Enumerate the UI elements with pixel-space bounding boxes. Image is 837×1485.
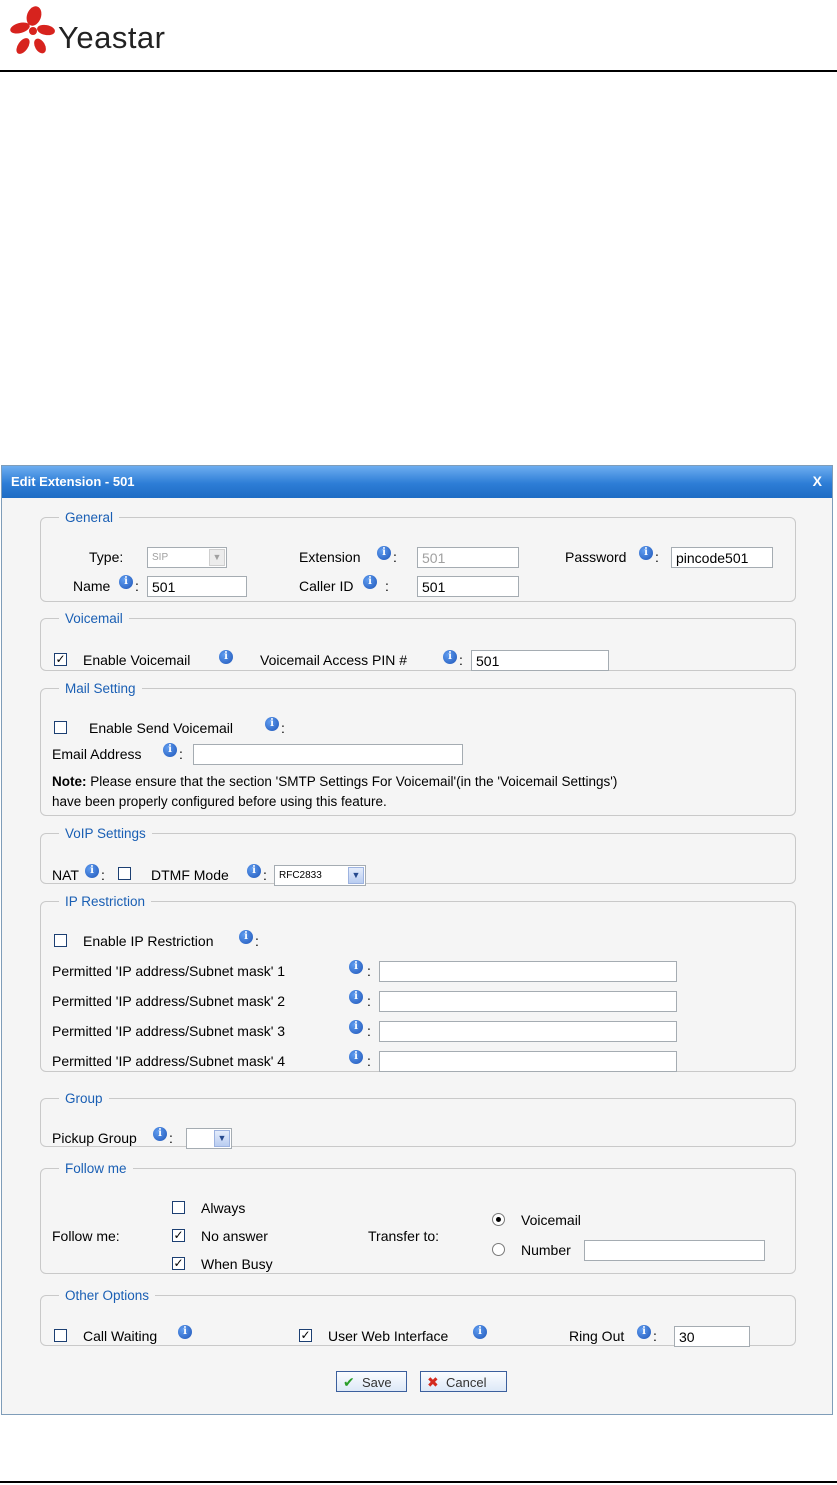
voicemail-legend: Voicemail	[65, 611, 123, 626]
info-icon: i	[473, 1325, 487, 1339]
extension-label: Extension	[299, 549, 361, 565]
transfer-to-label: Transfer to:	[368, 1228, 440, 1244]
follow-me-legend: Follow me	[65, 1161, 127, 1176]
footer-divider	[0, 1481, 837, 1483]
name-label: Name	[73, 578, 111, 594]
enable-voicemail-checkbox[interactable]: ✓	[55, 652, 66, 666]
follow-me-label: Follow me:	[52, 1228, 120, 1244]
transfer-number-label: Number	[521, 1242, 571, 1258]
email-input[interactable]	[193, 744, 463, 765]
info-icon: i	[163, 743, 177, 757]
info-icon: i	[349, 990, 363, 1004]
info-icon: i	[178, 1325, 192, 1339]
pin-label: Voicemail Access PIN #	[260, 652, 408, 668]
info-icon: i	[239, 930, 253, 944]
name-input[interactable]	[147, 576, 247, 597]
extension-input[interactable]	[417, 547, 519, 568]
group-section: Group Pickup Group i : ▼	[40, 1091, 796, 1147]
nat-label: NAT	[52, 867, 79, 883]
always-checkbox[interactable]	[172, 1201, 185, 1214]
info-icon: i	[349, 960, 363, 974]
info-icon: i	[219, 650, 233, 664]
group-legend: Group	[65, 1091, 103, 1106]
enable-ip-restriction-label: Enable IP Restriction	[83, 933, 214, 949]
info-icon: i	[349, 1050, 363, 1064]
ring-out-input[interactable]	[674, 1326, 750, 1347]
general-legend: General	[65, 510, 114, 525]
chevron-down-icon: ▼	[348, 867, 364, 884]
user-web-interface-label: User Web Interface	[328, 1328, 449, 1344]
header-divider	[0, 70, 837, 72]
type-select[interactable]: SIP ▼	[147, 547, 227, 568]
no-answer-checkbox[interactable]: ✓	[173, 1228, 184, 1242]
general-section: General Type: SIP ▼ Extension i : 501 Password i : pincode501 Name i : 501 Caller ID i : 501	[40, 510, 796, 602]
callerid-label: Caller ID	[299, 578, 354, 594]
edit-extension-dialog	[1, 465, 833, 1415]
follow-me-section	[40, 1161, 796, 1274]
password-input[interactable]	[671, 547, 773, 568]
callerid-input[interactable]	[417, 576, 519, 597]
when-busy-checkbox[interactable]: ✓	[173, 1256, 184, 1270]
dtmf-label: DTMF Mode	[151, 867, 229, 883]
info-icon: i	[349, 1020, 363, 1034]
enable-send-voicemail-label: Enable Send Voicemail	[89, 720, 233, 736]
email-label: Email Address	[52, 746, 142, 762]
permitted-ip-input-1[interactable]	[379, 961, 677, 982]
info-icon: i	[639, 546, 653, 560]
enable-voicemail-label: Enable Voicemail	[83, 652, 191, 668]
voip-settings-section: VoIP Settings NAT i : DTMF Mode i : RFC2833 ▼	[40, 826, 796, 884]
transfer-voicemail-radio[interactable]	[492, 1213, 505, 1226]
brand-name: Yeastar	[58, 20, 166, 55]
pickup-group-select[interactable]	[186, 1128, 232, 1149]
ring-out-label: Ring Out	[569, 1328, 625, 1344]
no-answer-label: No answer	[201, 1228, 268, 1244]
info-icon: i	[247, 864, 261, 878]
cancel-button[interactable]: ✖ Cancel	[420, 1371, 507, 1392]
info-icon: i	[85, 864, 99, 878]
close-button[interactable]: X	[812, 473, 822, 489]
enable-send-voicemail-checkbox[interactable]	[54, 721, 67, 734]
pin-input[interactable]	[471, 650, 609, 671]
info-icon: i	[363, 575, 377, 589]
voicemail-section: Voicemail ✓ Enable Voicemail i Voicemail Access PIN # i : 501	[40, 611, 796, 671]
dialog-title: Edit Extension - 501	[11, 474, 135, 489]
permitted-ip-label-1: Permitted 'IP address/Subnet mask' 1	[52, 963, 286, 979]
permitted-ip-input-3[interactable]	[379, 1021, 677, 1042]
info-icon: i	[119, 575, 133, 589]
info-icon: i	[265, 717, 279, 731]
permitted-ip-label-2: Permitted 'IP address/Subnet mask' 2	[52, 993, 286, 1009]
password-label: Password	[565, 549, 627, 565]
nat-checkbox[interactable]	[118, 867, 131, 880]
user-web-interface-checkbox[interactable]: ✓	[300, 1328, 311, 1342]
transfer-number-input[interactable]	[584, 1240, 765, 1261]
dialog-title-bar[interactable]	[2, 466, 832, 498]
call-waiting-label: Call Waiting	[83, 1328, 158, 1344]
always-label: Always	[201, 1200, 246, 1216]
mail-setting-legend: Mail Setting	[65, 681, 136, 696]
call-waiting-checkbox[interactable]	[54, 1329, 67, 1342]
info-icon: i	[153, 1127, 167, 1141]
other-options-legend: Other Options	[65, 1288, 150, 1303]
pickup-group-label: Pickup Group	[52, 1130, 137, 1146]
permitted-ip-label-3: Permitted 'IP address/Subnet mask' 3	[52, 1023, 286, 1039]
save-button[interactable]: ✔ Save	[336, 1371, 407, 1392]
type-label: Type:	[89, 549, 124, 565]
mail-setting-section: Mail Setting Enable Send Voicemail i : Email Address i : Note: Please ensure that the section 'SMTP Settings For Voicemail'(in the 'Voicemail Settings') have been properly configured before using this feature.	[40, 681, 796, 816]
ip-restriction-legend: IP Restriction	[65, 894, 146, 909]
checkmark-icon: ✔	[343, 1374, 355, 1390]
chevron-down-icon: ▼	[214, 1130, 230, 1147]
when-busy-label: When Busy	[201, 1256, 273, 1272]
info-icon: i	[377, 546, 391, 560]
permitted-ip-input-2[interactable]	[379, 991, 677, 1012]
chevron-down-icon: ▼	[209, 549, 225, 566]
permitted-ip-input-4[interactable]	[379, 1051, 677, 1072]
mail-note: Note: Please ensure that the section 'SMTP Settings For Voicemail'(in the 'Voicemail Settings') have been properly configured before using this feature.	[52, 774, 618, 809]
transfer-number-radio[interactable]	[492, 1243, 505, 1256]
transfer-voicemail-label: Voicemail	[521, 1212, 581, 1228]
dtmf-mode-select[interactable]: RFC2833 ▼	[274, 865, 366, 886]
info-icon: i	[443, 650, 457, 664]
document-header	[0, 0, 837, 72]
info-icon: i	[637, 1325, 651, 1339]
cancel-x-icon: ✖	[427, 1374, 439, 1390]
enable-ip-restriction-checkbox[interactable]	[54, 934, 67, 947]
ip-restriction-section: IP Restriction Enable IP Restriction i : Permitted 'IP address/Subnet mask' 1 i : Permitted 'IP address/Subnet mask' 2 i : Permitted 'IP address/Subnet mask' 3 i : Permitted 'IP address/Subnet mask' 4 i :	[40, 894, 796, 1072]
permitted-ip-label-4: Permitted 'IP address/Subnet mask' 4	[52, 1053, 286, 1069]
other-options-section: Other Options Call Waiting i ✓ User Web Interface i Ring Out i : 30	[40, 1288, 796, 1346]
voip-legend: VoIP Settings	[65, 826, 146, 841]
